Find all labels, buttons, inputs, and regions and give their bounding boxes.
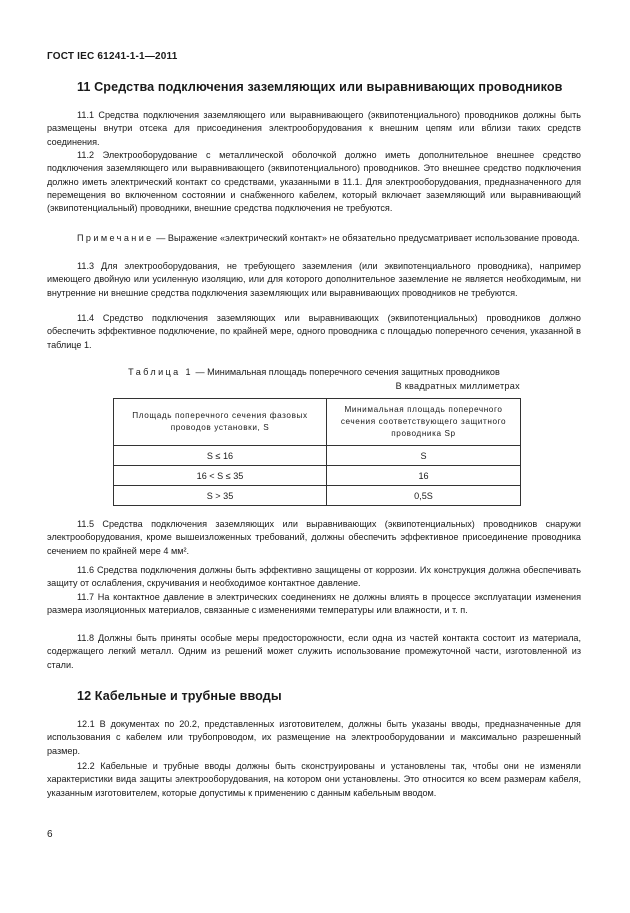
table-header-row	[114, 399, 521, 446]
paragraph-11-5: 11.5 Средства подключения заземляющих или выравнивающих (эквипотенциальных) проводников снаружи электрооборудования, кроме вышеизложенных требований, должны обеспечить эффективное присоединение проводника сечением по крайней мере 4 мм².	[47, 519, 581, 556]
table-1-caption-text: — Минимальная площадь поперечного сечения защитных проводников	[193, 367, 500, 377]
table-row	[114, 486, 521, 506]
table-cell: 16	[327, 466, 521, 486]
paragraph-12-1: 12.1 В документах по 20.2, представленных изготовителем, должны быть указаны вводы, предназначенные для использования с кабелем или трубопроводом, их размещение на электрооборудовании и максимально разрешенный размер.	[47, 719, 581, 756]
paragraph-11-3: 11.3 Для электрооборудования, не требующего заземления (или эквипотенциального проводника), например имеющего двойную или усиленную изоляцию, или для которого дополнительное заземление не является необходимым, ни внутренние ни внешние средства подключения заземляющих или выравнивающих проводников не требуются.	[47, 261, 581, 298]
section-12-heading: 12 Кабельные и трубные вводы	[77, 689, 282, 703]
table-cell: S > 35	[114, 486, 327, 506]
paragraph-11-4: 11.4 Средство подключения заземляющих или выравнивающих (эквипотенциальных) проводников должно обеспечить эффективное подключение, по крайней мере, одного проводника с площадью поперечного сечения, указанной в таблице 1.	[47, 313, 581, 350]
paragraph-12-2: 12.2 Кабельные и трубные вводы должны быть сконструированы и установлены так, чтобы они не изменяли характеристики вида защиты электрооборудования, на котором они установлены. Это относится ко всем размерам кабеля, указанным изготовителем, которые допустимы к применению с данным кабельным вводом.	[47, 761, 581, 798]
table-1	[113, 398, 521, 506]
table-cell: S	[327, 446, 521, 466]
note-label: Примечание	[77, 233, 154, 243]
table-1-caption-label: Таблица 1	[128, 367, 193, 377]
note-text: — Выражение «электрический контакт» не обязательно предусматривает использование провода.	[153, 233, 580, 243]
table-header-phase-section: Площадь поперечного сечения фазовых проводов установки, S	[114, 399, 327, 446]
note-paragraph	[47, 232, 581, 245]
paragraph-11-7: 11.7 На контактное давление в электрических соединениях не должны влиять в процессе эксплуатации изменения размера изоляционных материалов, связанные с изменениями температуры или влажности, и т. п.	[47, 592, 581, 616]
document-header: ГОСТ IEC 61241-1-1—2011	[47, 51, 178, 62]
table-row	[114, 466, 521, 486]
table-cell: 0,5S	[327, 486, 521, 506]
table-header-protective-section: Минимальная площадь поперечного сечения соответствующего защитного проводника Sp	[327, 399, 521, 446]
table-cell: 16 < S ≤ 35	[114, 466, 327, 486]
section-11-heading: 11 Средства подключения заземляющих или выравнивающих проводников	[77, 80, 563, 94]
paragraph-11-1: 11.1 Средства подключения заземляющего или выравнивающего (эквипотенциального) проводников должны быть размещены внутри отсека для присоединения электрооборудования к внешним цепям или вблизи таких средств соединения.	[47, 110, 581, 147]
paragraph-11-6: 11.6 Средства подключения должны быть эффективно защищены от коррозии. Их конструкция должна обеспечивать защиту от ослабления, скручивания и необходимое контактное давление.	[47, 565, 581, 589]
paragraph-11-8: 11.8 Должны быть приняты особые меры предосторожности, если одна из частей контакта состоит из материала, содержащего легкий металл. Одним из решений может служить использование промежуточной части, изготовленной из стали.	[47, 633, 581, 670]
table-1-units: В квадратных миллиметрах	[395, 381, 520, 391]
table-cell: S ≤ 16	[114, 446, 327, 466]
table-1-caption	[47, 367, 581, 377]
table-row	[114, 446, 521, 466]
page-number: 6	[47, 829, 53, 840]
paragraph-11-2: 11.2 Электрооборудование с металлической оболочкой должно иметь дополнительное внешнее средство подключения заземляющего или выравнивающего (эквипотенциального) проводников. Это внешнее средство подключения должно иметь электрический контакт со средствами, указанными в 11.1. Для электрооборудования, предназначенного для перемещения во включенном состоянии и снабженного кабелем, который включает заземляющий или выравнивающий (эквипотенциальный) проводники, внешние средства подключения не требуются.	[47, 150, 581, 214]
